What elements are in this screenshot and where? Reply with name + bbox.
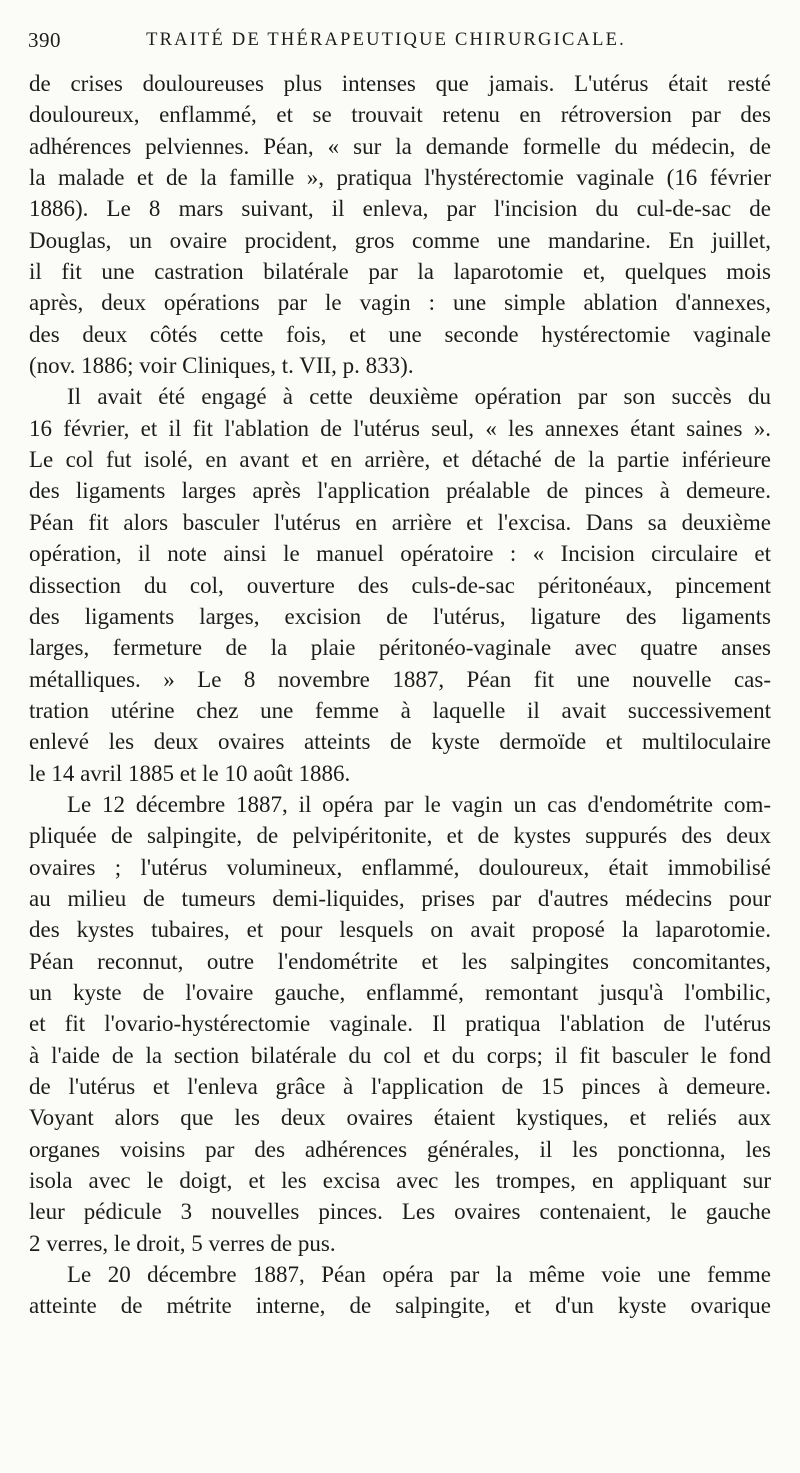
text-line: après, deux opérations par le vagin : une simple ablation d'annexes, — [29, 290, 771, 316]
running-title: TRAITÉ DE THÉRAPEUTIQUE CHIRURGICALE. — [146, 30, 626, 50]
text-line: à l'aide de la section bilatérale du col et du corps; il fit basculer le fond — [29, 1042, 771, 1068]
text-line: Douglas, un ovaire procident, gros comme une mandarine. En juillet, — [29, 227, 771, 253]
text-line: Péan fit alors basculer l'utérus en arrière et l'excisa. Dans sa deuxième — [29, 509, 771, 535]
text-line: adhérences pelviennes. Péan, « sur la demande formelle du médecin, de — [29, 133, 771, 159]
text-line: 16 février, et il fit l'ablation de l'utérus seul, « les annexes étant saines ». — [29, 415, 771, 441]
text-line: dissection du col, ouverture des culs-de-sac péritonéaux, pincement — [29, 572, 771, 598]
text-line: (nov. 1886; voir Cliniques, t. VII, p. 833). — [29, 353, 414, 379]
text-line: Péan reconnut, outre l'endométrite et les salpingites concomitantes, — [29, 948, 771, 974]
text-line: Voyant alors que les deux ovaires étaient kystiques, et reliés aux — [29, 1105, 771, 1131]
text-line: la malade et de la famille », pratiqua l'hystérectomie vaginale (16 février — [29, 165, 771, 191]
text-line: 2 verres, le droit, 5 verres de pus. — [29, 1230, 336, 1256]
text-line: enlevé les deux ovaires atteints de kyste dermoïde et multiloculaire — [29, 729, 771, 755]
page-header — [0, 28, 800, 60]
body-text — [29, 68, 771, 1322]
page-number: 390 — [28, 28, 61, 52]
paragraph-first-line: Le 20 décembre 1887, Péan opéra par la même voie une femme — [67, 1262, 771, 1288]
text-line: il fit une castration bilatérale par la laparotomie et, quelques mois — [29, 259, 771, 285]
text-line: ovaires ; l'utérus volumineux, enflammé, douloureux, était immobilisé — [29, 854, 771, 880]
text-line: des ligaments larges après l'application préalable de pinces à demeure. — [29, 478, 771, 504]
text-line: Le col fut isolé, en avant et en arrière, et détaché de la partie inférieure — [29, 447, 771, 473]
text-line: des deux côtés cette fois, et une seconde hystérectomie vaginale — [29, 321, 771, 347]
text-line: et fit l'ovario-hystérectomie vaginale. Il pratiqua l'ablation de l'utérus — [29, 1011, 771, 1037]
text-line: pliquée de salpingite, de pelvipéritonite, et de kystes suppurés des deux — [29, 823, 771, 849]
text-line: de crises douloureuses plus intenses que jamais. L'utérus était resté — [29, 71, 771, 96]
paragraph-first-line: Le 12 décembre 1887, il opéra par le vagin un cas d'endométrite com- — [67, 791, 771, 817]
text-line: leur pédicule 3 nouvelles pinces. Les ovaires contenaient, le gauche — [29, 1199, 771, 1225]
text-line: des ligaments larges, excision de l'utérus, ligature des ligaments — [29, 603, 771, 629]
text-line: de l'utérus et l'enleva grâce à l'application de 15 pinces à demeure. — [29, 1074, 771, 1099]
text-line: organes voisins par des adhérences générales, il les ponctionna, les — [29, 1136, 771, 1162]
text-line: tration utérine chez une femme à laquelle il avait successivement — [29, 697, 771, 723]
text-line: métalliques. » Le 8 novembre 1887, Péan fit une nouvelle cas- — [29, 666, 771, 692]
text-line: le 14 avril 1885 et le 10 août 1886. — [29, 760, 351, 786]
text-line: des kystes tubaires, et pour lesquels on avait proposé la laparotomie. — [29, 917, 771, 943]
text-line: atteinte de métrite interne, de salpingite, et d'un kyste ovarique — [29, 1293, 771, 1319]
text-line: larges, fermeture de la plaie péritonéo-vaginale avec quatre anses — [29, 635, 771, 661]
text-line: isola avec le doigt, et les excisa avec les trompes, en appliquant sur — [29, 1168, 771, 1194]
paragraph-first-line: Il avait été engagé à cette deuxième opération par son succès du — [67, 384, 771, 410]
text-line: opération, il note ainsi le manuel opératoire : « Incision circulaire et — [29, 541, 771, 567]
text-line: un kyste de l'ovaire gauche, enflammé, remontant jusqu'à l'ombilic, — [29, 979, 771, 1005]
text-line: au milieu de tumeurs demi-liquides, prises par d'autres médecins pour — [29, 885, 771, 911]
text-line: 1886). Le 8 mars suivant, il enleva, par l'incision du cul-de-sac de — [29, 196, 771, 222]
text-line: douloureux, enflammé, et se trouvait retenu en rétroversion par des — [29, 102, 771, 128]
